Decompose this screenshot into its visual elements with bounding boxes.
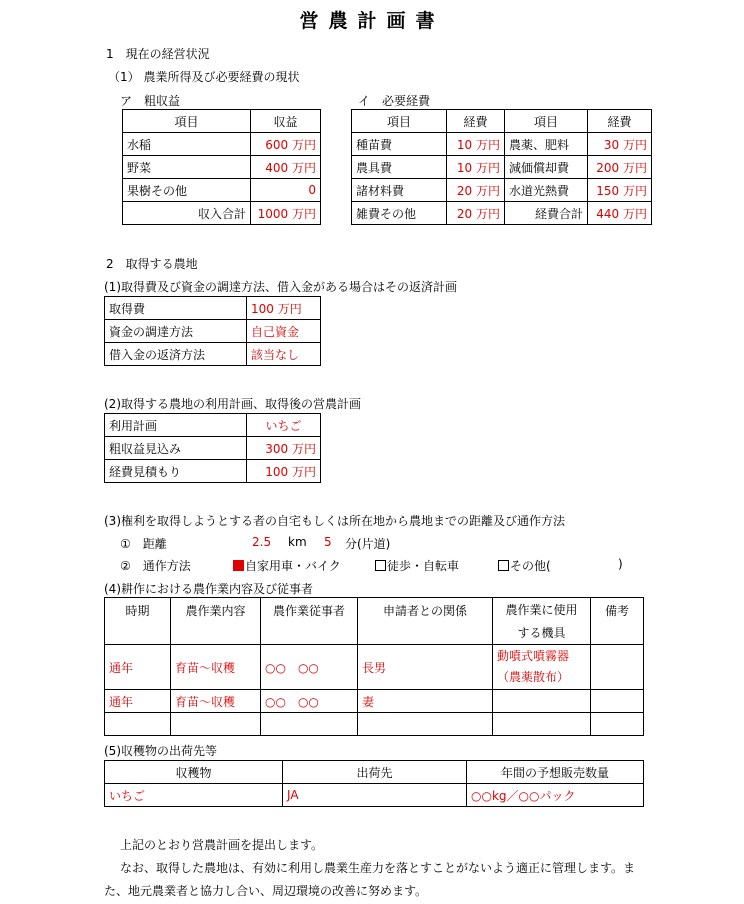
expense-value: 30 万円 (588, 133, 652, 156)
fund-value: 100 万円 (247, 297, 321, 320)
table-row (105, 460, 321, 483)
checked-box-icon (233, 560, 244, 571)
income-value: 600 万円 (251, 133, 321, 156)
section1-heading: 1 現在の経営状況 (106, 47, 210, 61)
expense-item: 諸材料費 (352, 179, 447, 202)
table-row (105, 645, 644, 690)
work-header-note: 備考 (591, 598, 644, 645)
question-4: (4)耕作における農作業内容及び従事者 (104, 582, 313, 596)
commute-other-close: ) (618, 557, 623, 571)
work-header-task: 農作業内容 (171, 598, 261, 645)
work-task: 育苗～収穫 (171, 690, 261, 713)
fund-label: 資金の調達方法 (105, 320, 247, 343)
expense-value: 10 万円 (447, 156, 505, 179)
work-equipment (493, 690, 591, 713)
table-row (105, 690, 644, 713)
work-table (104, 597, 644, 736)
plan-value: いちご (247, 414, 321, 437)
gross-income-label: ア 粗収益 (120, 94, 181, 108)
expense-header-value: 経費 (588, 110, 652, 133)
work-header-equipment-2: する機具 (493, 621, 591, 645)
question-5: (5)収穫物の出荷先等 (104, 744, 217, 758)
income-item: 水稲 (123, 133, 251, 156)
distance-label: ① 距離 (120, 537, 167, 551)
work-task: 育苗～収穫 (171, 645, 261, 690)
plan-value: 100 万円 (247, 460, 321, 483)
income-total-value: 1000 万円 (251, 202, 321, 225)
income-total-label: 収入合計 (123, 202, 251, 225)
distance-km-value: 2.5 (252, 535, 272, 549)
expense-item: 農具費 (352, 156, 447, 179)
work-relation (358, 713, 493, 736)
table-row (105, 297, 321, 320)
section2-heading: 2 取得する農地 (106, 257, 198, 271)
expense-total-value: 440 万円 (588, 202, 652, 225)
question-1: (1)取得費及び資金の調達方法、借入金がある場合はその返済計画 (104, 280, 458, 294)
distance-min-value: 5 (324, 535, 332, 549)
work-period (105, 713, 171, 736)
question-3: (3)権利を取得しようとする者の自宅もしくは所在地から農地までの距離及び通作方法 (104, 514, 566, 528)
work-header-worker: 農作業従事者 (261, 598, 358, 645)
table-row (105, 713, 644, 736)
ship-header-qty: 年間の予想販売数量 (467, 761, 644, 784)
table-row (105, 414, 321, 437)
distance-min-unit: 分(片道) (345, 537, 391, 551)
unchecked-box-icon (498, 560, 509, 571)
commute-option-car[interactable] (233, 557, 341, 574)
table-row (105, 343, 321, 366)
expense-item: 水道光熱費 (505, 179, 588, 202)
work-equipment-line2: （農薬散布） (497, 670, 570, 684)
ship-header-crop: 収穫物 (105, 761, 283, 784)
work-note (591, 690, 644, 713)
expense-item: 農薬、肥料 (505, 133, 588, 156)
unchecked-box-icon (375, 560, 386, 571)
expense-value: 20 万円 (447, 202, 505, 225)
fund-value: 該当なし (247, 343, 321, 366)
work-header-relation: 申請者との関係 (358, 598, 493, 645)
work-relation: 長男 (358, 645, 493, 690)
expense-total-label: 経費合計 (505, 202, 588, 225)
work-note (591, 713, 644, 736)
work-note (591, 645, 644, 690)
commute-option-other[interactable] (498, 557, 551, 574)
expense-item: 雑費その他 (352, 202, 447, 225)
work-period: 通年 (105, 645, 171, 690)
expense-item: 減価償却費 (505, 156, 588, 179)
expense-item: 種苗費 (352, 133, 447, 156)
work-equipment (493, 713, 591, 736)
table-row (123, 133, 321, 156)
distance-km-unit: km (288, 535, 307, 549)
ship-dest: JA (283, 784, 467, 807)
shipping-table (104, 760, 644, 807)
closing-line-2: なお、取得した農地は、有効に利用し農業生産力を落とすことがないよう適正に管理します。ま (120, 861, 636, 875)
expense-header-value: 経費 (447, 110, 505, 133)
income-header-item: 項目 (123, 110, 251, 133)
plan-label: 利用計画 (105, 414, 247, 437)
plan-label: 経費見積もり (105, 460, 247, 483)
work-worker: ○○ ○○ (261, 690, 358, 713)
table-row (352, 133, 652, 156)
work-period: 通年 (105, 690, 171, 713)
section1-sub1: （1） 農業所得及び必要経費の現状 (108, 70, 300, 84)
work-worker: ○○ ○○ (261, 645, 358, 690)
commute-option-walk-label: 徒歩・自転車 (387, 559, 460, 573)
income-header-value: 収益 (251, 110, 321, 133)
expense-value: 150 万円 (588, 179, 652, 202)
funding-table (104, 296, 321, 366)
expense-value: 200 万円 (588, 156, 652, 179)
ship-crop: いちご (105, 784, 283, 807)
document-title: 営農計画書 (299, 10, 445, 32)
required-expense-label: イ 必要経費 (358, 94, 431, 108)
work-header-period: 時期 (105, 598, 171, 645)
expense-value: 20 万円 (447, 179, 505, 202)
income-item: 野菜 (123, 156, 251, 179)
expense-header-item: 項目 (352, 110, 447, 133)
table-row (352, 156, 652, 179)
fund-value: 自己資金 (247, 320, 321, 343)
plan-value: 300 万円 (247, 437, 321, 460)
work-worker (261, 713, 358, 736)
table-row (352, 179, 652, 202)
expense-header-item: 項目 (505, 110, 588, 133)
closing-line-3: た、地元農業者と協力し合い、周辺環境の改善に努めます。 (104, 884, 428, 898)
plan-table (104, 413, 321, 483)
table-row (123, 202, 321, 225)
work-equipment-line1: 動噴式噴霧器 (497, 649, 570, 663)
income-value: 400 万円 (251, 156, 321, 179)
ship-qty: ○○kg／○○パック (467, 784, 644, 807)
work-equipment (493, 645, 591, 690)
table-row (123, 179, 321, 202)
income-table (122, 109, 321, 225)
commute-option-car-label: 自家用車・バイク (245, 559, 341, 573)
commute-option-walk[interactable] (375, 557, 459, 574)
table-row (352, 202, 652, 225)
work-relation: 妻 (358, 690, 493, 713)
table-row (123, 156, 321, 179)
income-value: 0 (251, 179, 321, 202)
question-2: (2)取得する農地の利用計画、取得後の営農計画 (104, 397, 361, 411)
closing-line-1: 上記のとおり営農計画を提出します。 (120, 838, 324, 852)
work-header-equipment-1: 農作業に使用 (493, 598, 591, 622)
table-row (105, 437, 321, 460)
income-item: 果樹その他 (123, 179, 251, 202)
commute-label: ② 通作方法 (120, 559, 191, 573)
ship-header-dest: 出荷先 (283, 761, 467, 784)
fund-label: 取得費 (105, 297, 247, 320)
expense-value: 10 万円 (447, 133, 505, 156)
fund-label: 借入金の返済方法 (105, 343, 247, 366)
plan-label: 粗収益見込み (105, 437, 247, 460)
table-row (105, 784, 644, 807)
table-row (105, 320, 321, 343)
commute-option-other-label: その他( (510, 559, 551, 573)
work-task (171, 713, 261, 736)
expense-table (351, 109, 652, 225)
